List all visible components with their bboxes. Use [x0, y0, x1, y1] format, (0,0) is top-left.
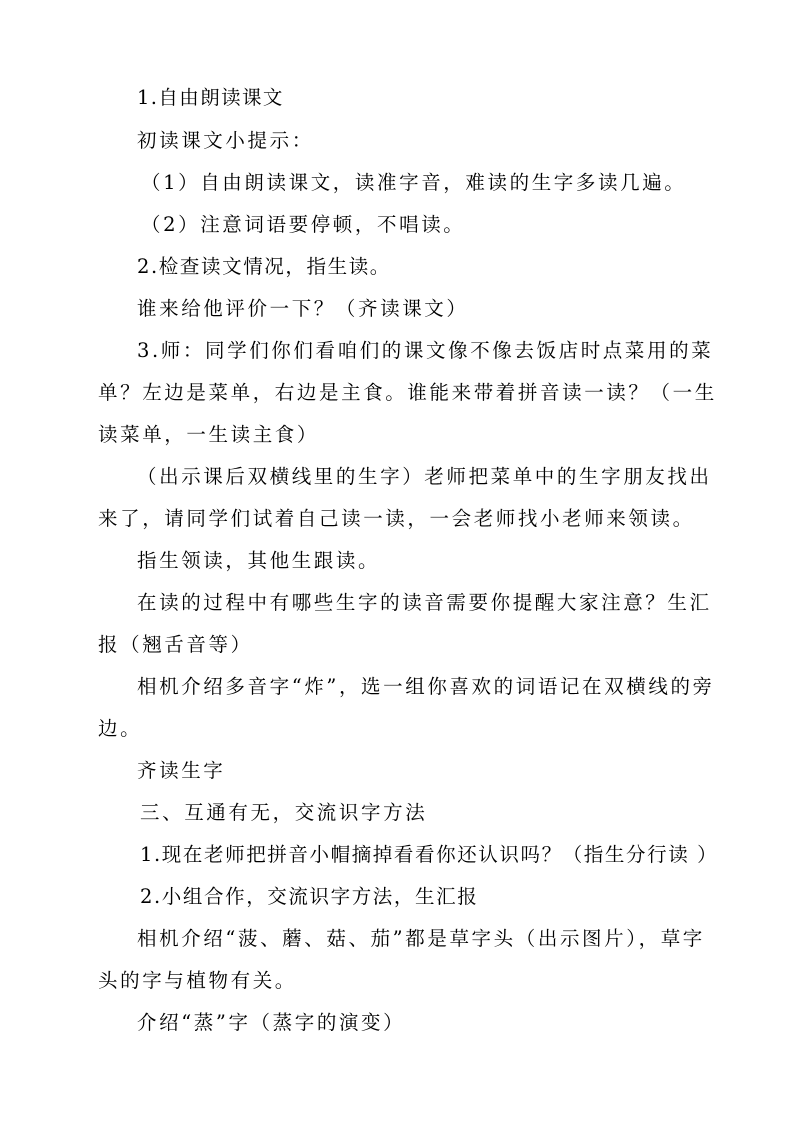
- text-line: 初读课文小提示：: [137, 129, 314, 152]
- text-line: 1.现在老师把拼音小帽摘掉看看你还认识吗？（指生分行读 ）: [140, 843, 719, 866]
- text-line: 谁来给他评价一下？（齐读课文）: [137, 297, 469, 320]
- section-heading: 三、互通有无，交流识字方法: [140, 801, 428, 824]
- text-line: 来了，请同学们试着自己读一读，一会老师找小老师来领读。: [98, 507, 695, 530]
- text-line: 相机介绍“菠、蘑、菇、茄”都是草字头（出示图片），草字: [137, 927, 705, 950]
- text-line: 3.师：同学们你们看咱们的课文像不像去饭店时点菜用的菜: [137, 339, 714, 362]
- text-line: 单？左边是菜单，右边是主食。谁能来带着拼音读一读？（一生: [98, 381, 717, 404]
- text-line: （出示课后双横线里的生字）老师把菜单中的生字朋友找出: [137, 465, 712, 488]
- text-line: 在读的过程中有哪些生字的读音需要你提醒大家注意？生汇: [137, 591, 712, 614]
- text-line: 2.小组合作，交流识字方法，生汇报: [140, 885, 479, 908]
- text-line: 1.自由朗读课文: [137, 86, 284, 109]
- text-line: 报（翘舌音等）: [98, 633, 253, 656]
- text-line: 2.检查读文情况，指生读。: [137, 255, 391, 278]
- text-line: （2）注意词语要停顿，不唱读。: [141, 213, 466, 236]
- text-line: 介绍“蒸”字（蒸字的演变）: [137, 1011, 406, 1034]
- text-line: 齐读生字: [137, 759, 226, 782]
- text-line: （1）自由朗读课文，读准字音，难读的生字多读几遍。: [141, 171, 687, 194]
- text-line: 头的字与植物有关。: [98, 969, 297, 992]
- text-line: 指生领读，其他生跟读。: [137, 549, 381, 572]
- text-line: 相机介绍多音字“炸”，选一组你喜欢的词语记在双横线的旁: [137, 675, 715, 698]
- text-line: 边。: [98, 717, 143, 740]
- text-line: 读菜单，一生读主食）: [98, 423, 320, 446]
